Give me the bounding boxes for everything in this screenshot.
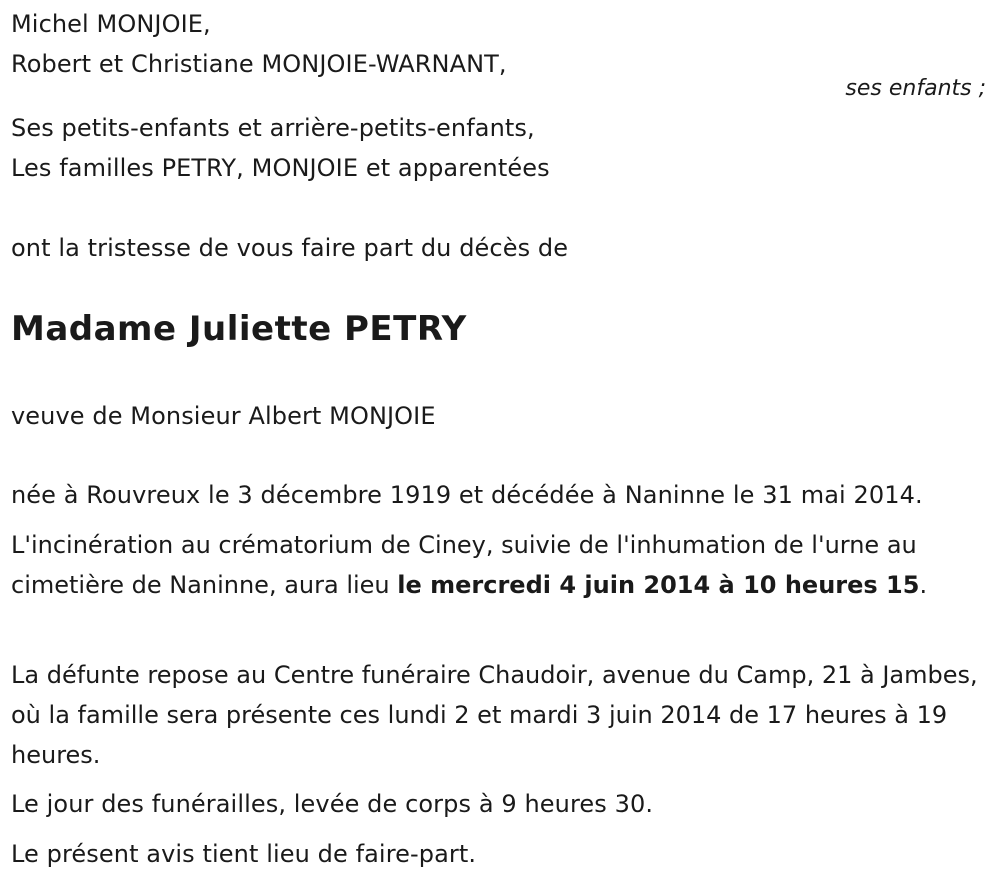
obituary-notice bbox=[11, 0, 986, 889]
ceremony-end: . bbox=[919, 571, 928, 599]
deceased-name: Madame Juliette PETRY bbox=[11, 309, 467, 349]
funeral-day-line: Le jour des funérailles, levée de corps à 9 heures 30. bbox=[11, 790, 654, 818]
notice-line: Le présent avis tient lieu de faire-part. bbox=[11, 840, 477, 868]
birth-death-line: née à Rouvreux le 3 décembre 1919 et décédée à Naninne le 31 mai 2014. bbox=[11, 481, 923, 509]
ceremony-text: L'incinération au crématorium de Ciney, suivie de l'inhumation de l'urne au cimetière de Naninne, aura lieu bbox=[11, 531, 917, 599]
viewing-paragraph: La défunte repose au Centre funéraire Chaudoir, avenue du Camp, 21 à Jambes, où la famille sera présente ces lundi 2 et mardi 3 juin 2014 de 17 heures à 19 heures. bbox=[11, 661, 978, 769]
family-line-families: Les familles PETRY, MONJOIE et apparentées bbox=[11, 154, 550, 182]
ceremony-paragraph bbox=[11, 525, 986, 605]
spouse-line: veuve de Monsieur Albert MONJOIE bbox=[11, 402, 436, 430]
family-line-son: Michel MONJOIE, bbox=[11, 10, 211, 38]
family-line-grandchildren: Ses petits-enfants et arrière-petits-enfants, bbox=[11, 114, 535, 142]
family-line-son-and-spouse: Robert et Christiane MONJOIE-WARNANT, bbox=[11, 50, 507, 78]
ceremony-date-time: le mercredi 4 juin 2014 à 10 heures 15 bbox=[397, 571, 920, 599]
children-label: ses enfants ; bbox=[845, 76, 986, 101]
announcement-text: ont la tristesse de vous faire part du décès de bbox=[11, 234, 569, 262]
